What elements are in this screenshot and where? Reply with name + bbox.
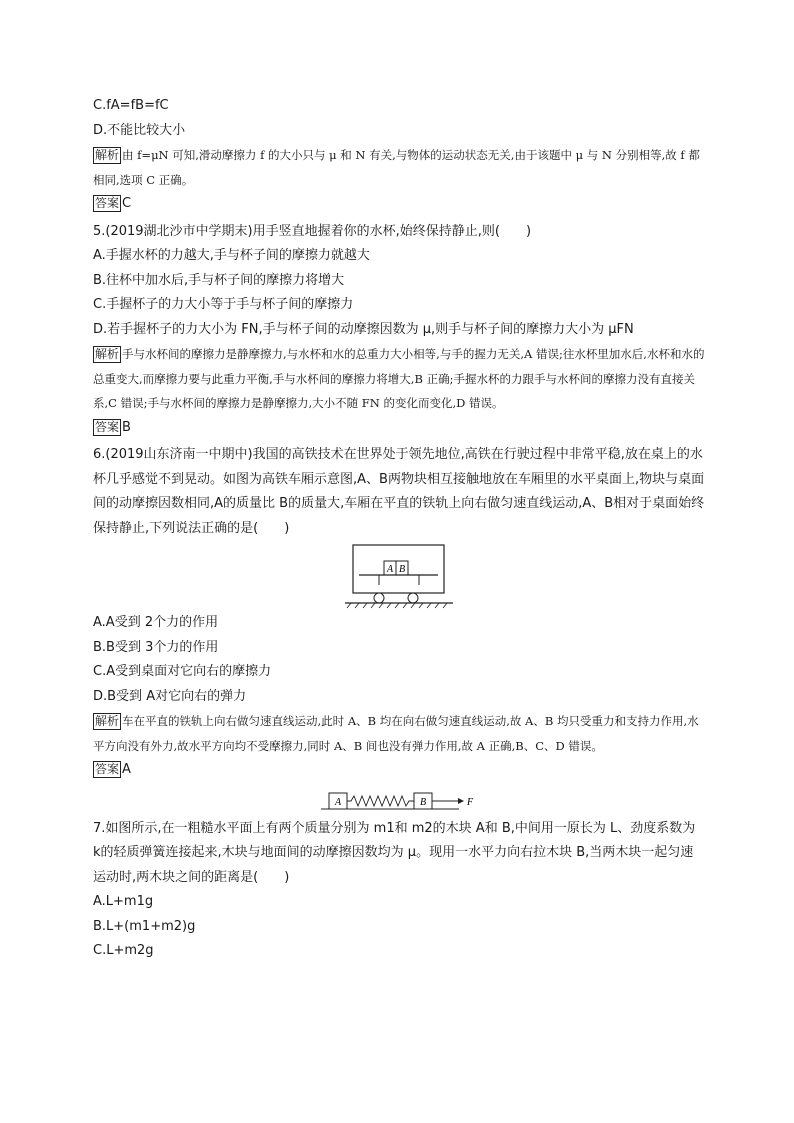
q5-option-c: C.手握杯子的力大小等于手与杯子间的摩擦力: [93, 297, 354, 312]
q7-stem: 7.如图所示,在一粗糙水平面上有两个质量分别为 m1和 m2的木块 A和 B,中间用一原长为 L、劲度系数为 k的轻质弹簧连接起来,木块与地面间的动摩擦因数均为 μ。现用一水平力向右拉木块 B,当两木块一起匀速运动时,两木块之间的距离是( ): [93, 820, 696, 885]
label-a: A: [334, 796, 342, 808]
q7-option-a: A.L+m1g: [93, 894, 154, 909]
answer-tag: 答案: [95, 419, 120, 434]
q6-analysis-text: 车在平直的铁轨上向右做匀速直线运动,此时 A、B 均在向右做匀速直线运动,故 A、B 均只受重力和支持力作用,水平方向没有外力,故水平方向均不受摩擦力,同时 A、B 间也没有弹力作用,故 A 正确,B、C、D 错误。: [93, 714, 699, 753]
wheel: [408, 593, 418, 603]
q5-answer: [93, 416, 705, 441]
answer-tag: 答案: [95, 196, 120, 210]
q6-option-a: A.A受到 2个力的作用: [93, 615, 219, 630]
q6-answer: [93, 758, 705, 783]
q5-option-d: D.若手握杯子的力大小为 FN,手与杯子间的动摩擦因数为 μ,则手与杯子间的摩擦力大小为 μFN: [93, 321, 634, 337]
answer-tag: 答案: [95, 762, 120, 776]
wheel: [374, 593, 384, 603]
q4-analysis: [93, 143, 705, 192]
q6-answer-value: A: [122, 762, 131, 777]
q4-analysis-text: 由 f=μN 可知,滑动摩擦力 f 的大小只与 μ 和 N 有关,与物体的运动状态无关,由于该题中 μ 与 N 分别相等,故 f 都相同,选项 C 正确。: [93, 148, 700, 187]
q6-analysis: [93, 709, 705, 758]
ground-hatch: [347, 603, 447, 608]
q7-option-c: C.L+m2g: [93, 943, 154, 958]
label-a: A: [386, 564, 394, 575]
spring: [347, 796, 414, 806]
q5-option-b: B.往杯中加水后,手与杯子间的摩擦力将增大: [93, 272, 345, 288]
arrow-head: [458, 798, 464, 804]
q5-analysis: [93, 342, 705, 416]
q6-option-c: C.A受到桌面对它向右的摩擦力: [93, 664, 272, 679]
option-c: C.fA=fB=fC: [93, 98, 169, 113]
label-b: B: [419, 796, 427, 808]
q5-stem: 5.(2019湖北沙市中学期末)用手竖直地握着你的水杯,始终保持静止,则( ): [93, 223, 532, 239]
q6-option-b: B.B受到 3个力的作用: [93, 639, 219, 655]
q6-option-d: D.B受到 A对它向右的弹力: [93, 688, 247, 704]
analysis-tag: 解析: [95, 148, 120, 162]
q7-option-b: B.L+(m1+m2)g: [93, 918, 196, 934]
q5-analysis-text: 手与水杯间的摩擦力是静摩擦力,与水杯和水的总重力大小相等,与手的握力无关,A 错误;往水杯里加水后,水杯和水的总重变大,而摩擦力要与此重力平衡,手与水杯间的摩擦力将增大,B 正确;手握水杯的力跟手与水杯间的摩擦力没有直接关系,C 错误;手与水杯间的摩擦力是静摩擦力,大小不随 FN 的变化而变化,D 错误。: [93, 347, 705, 410]
spring-blocks-diagram: [93, 783, 705, 817]
q4-answer-value: C: [122, 196, 132, 211]
q5-answer-value: B: [122, 419, 131, 435]
label-f: F: [467, 796, 474, 808]
train-car-diagram: [93, 541, 705, 611]
analysis-tag: 解析: [95, 714, 120, 728]
spring-figure: [93, 783, 705, 817]
q6-stem: 6.(2019山东济南一中期中)我国的高铁技术在世界处于领先地位,高铁在行驶过程中非常平稳,放在桌上的水杯几乎感觉不到晃动。如图为高铁车厢示意图,A、B两物块相互接触地放在车厢里的水平桌面上,物块与桌面间的动摩擦因数相同,A的质量比 B的质量大,车厢在平直的铁轨上向右做匀速直线运动,A、B相对于桌面始终保持静止,下列说法正确的是( ): [93, 447, 705, 536]
document-page: [93, 94, 705, 964]
label-b: B: [398, 564, 406, 575]
option-d: D.不能比较大小: [93, 122, 186, 138]
q5-option-a: A.手握水杯的力越大,手与杯子间的摩擦力就越大: [93, 248, 370, 263]
analysis-tag: 解析: [95, 347, 120, 361]
train-car-figure: [93, 541, 705, 611]
q4-answer: [93, 192, 705, 217]
